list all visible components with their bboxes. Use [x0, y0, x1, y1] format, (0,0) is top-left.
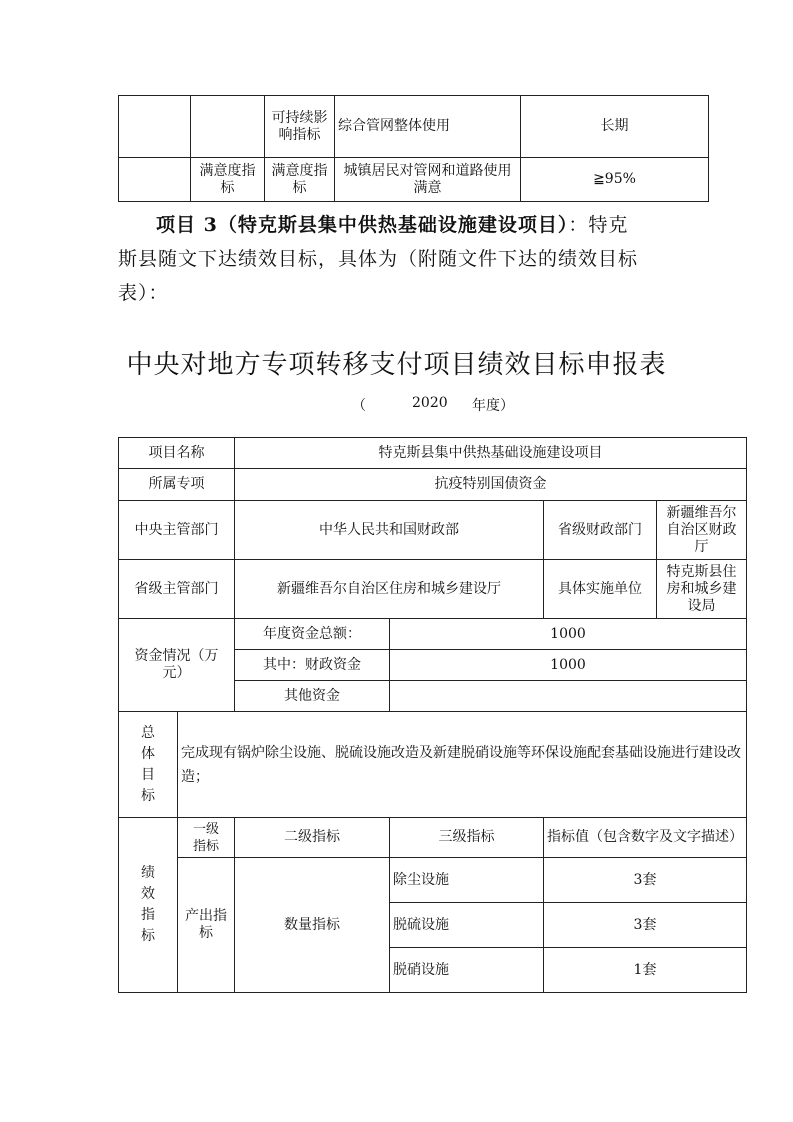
indicator-name: 脱硝设施	[390, 948, 544, 993]
funds-label-text: 资金情况（万元）	[134, 648, 219, 681]
year-value: 2020	[412, 395, 448, 411]
satisfaction-indicator-l1: 满意度指标	[191, 158, 265, 202]
paragraph-line2: 斯县随文下达绩效目标，具体为（附随文件下达的绩效目标	[118, 248, 639, 270]
goal-label	[119, 712, 178, 818]
sustainable-impact-label: 可持续影响指标	[265, 96, 335, 158]
satisfaction-indicator-l2: 满意度指标	[265, 158, 335, 202]
header-value: 指标值（包含数字及文字描述）	[544, 818, 747, 858]
header-level1-text: 一级指标	[192, 821, 219, 854]
prov-dept-label: 省级主管部门	[119, 560, 235, 619]
indicator-value: 1套	[544, 948, 747, 993]
indicator-name: 脱硫设施	[390, 903, 544, 948]
prov-finance-value: 新疆维吾尔自治区财政厅	[657, 501, 747, 560]
performance-target-table	[118, 437, 747, 993]
fiscal-value: 1000	[390, 650, 747, 681]
funds-label	[119, 619, 235, 712]
project-paragraph	[118, 208, 678, 310]
perf-label	[119, 818, 178, 993]
long-term-value: 长期	[521, 96, 709, 158]
other-value	[390, 681, 747, 712]
special-value: 抗疫特别国债资金	[235, 469, 747, 501]
prov-dept-value: 新疆维吾尔自治区住房和城乡建设厅	[235, 560, 544, 619]
project-name-label: 项目名称	[119, 438, 235, 469]
pipe-network-usage: 综合管网整体使用	[335, 96, 521, 158]
goal-value: 完成现有锅炉除尘设施、脱硫设施改造及新建脱硝设施等环保设施配套基础设施进行建设改造；	[178, 712, 747, 818]
output-label	[178, 858, 235, 993]
indicator-name: 除尘设施	[390, 858, 544, 903]
paragraph-line1: ：特克	[568, 214, 629, 236]
annual-total-label: 年度资金总额：	[235, 619, 390, 650]
header-level3: 三级指标	[390, 818, 544, 858]
empty-cell	[119, 158, 191, 202]
perf-label-text: 绩效指标	[141, 865, 155, 944]
annual-total-value: 1000	[390, 619, 747, 650]
impl-unit-value: 特克斯县住房和城乡建设局	[657, 560, 747, 619]
output-label-text: 产出指标	[185, 908, 227, 941]
special-label: 所属专项	[119, 469, 235, 501]
quantity-label: 数量指标	[235, 858, 390, 993]
year-open: （	[352, 398, 366, 414]
header-level2: 二级指标	[235, 818, 390, 858]
goal-label-text: 总体目标	[141, 724, 155, 804]
indicator-value: 3套	[544, 903, 747, 948]
other-label: 其他资金	[235, 681, 390, 712]
form-title: 中央对地方专项转移支付项目绩效目标申报表	[126, 350, 667, 380]
satisfaction-value: ≧95%	[521, 158, 709, 202]
project-name-value: 特克斯县集中供热基础设施建设项目	[235, 438, 747, 469]
central-dept-label: 中央主管部门	[119, 501, 235, 560]
continued-indicator-table	[118, 95, 709, 202]
fiscal-label: 其中：财政资金	[235, 650, 390, 681]
resident-satisfaction: 城镇居民对管网和道路使用满意	[335, 158, 521, 202]
prov-finance-label: 省级财政部门	[544, 501, 657, 560]
paragraph-line3: 表）：	[118, 282, 169, 304]
empty-cell	[191, 96, 265, 158]
project-label: 项目 3（特克斯县集中供热基础设施建设项目）	[156, 214, 569, 236]
empty-cell	[119, 96, 191, 158]
central-dept-value: 中华人民共和国财政部	[235, 501, 544, 560]
indicator-value: 3套	[544, 858, 747, 903]
year-close: 年度）	[472, 398, 514, 414]
impl-unit-label: 具体实施单位	[544, 560, 657, 619]
header-level1	[178, 818, 235, 858]
